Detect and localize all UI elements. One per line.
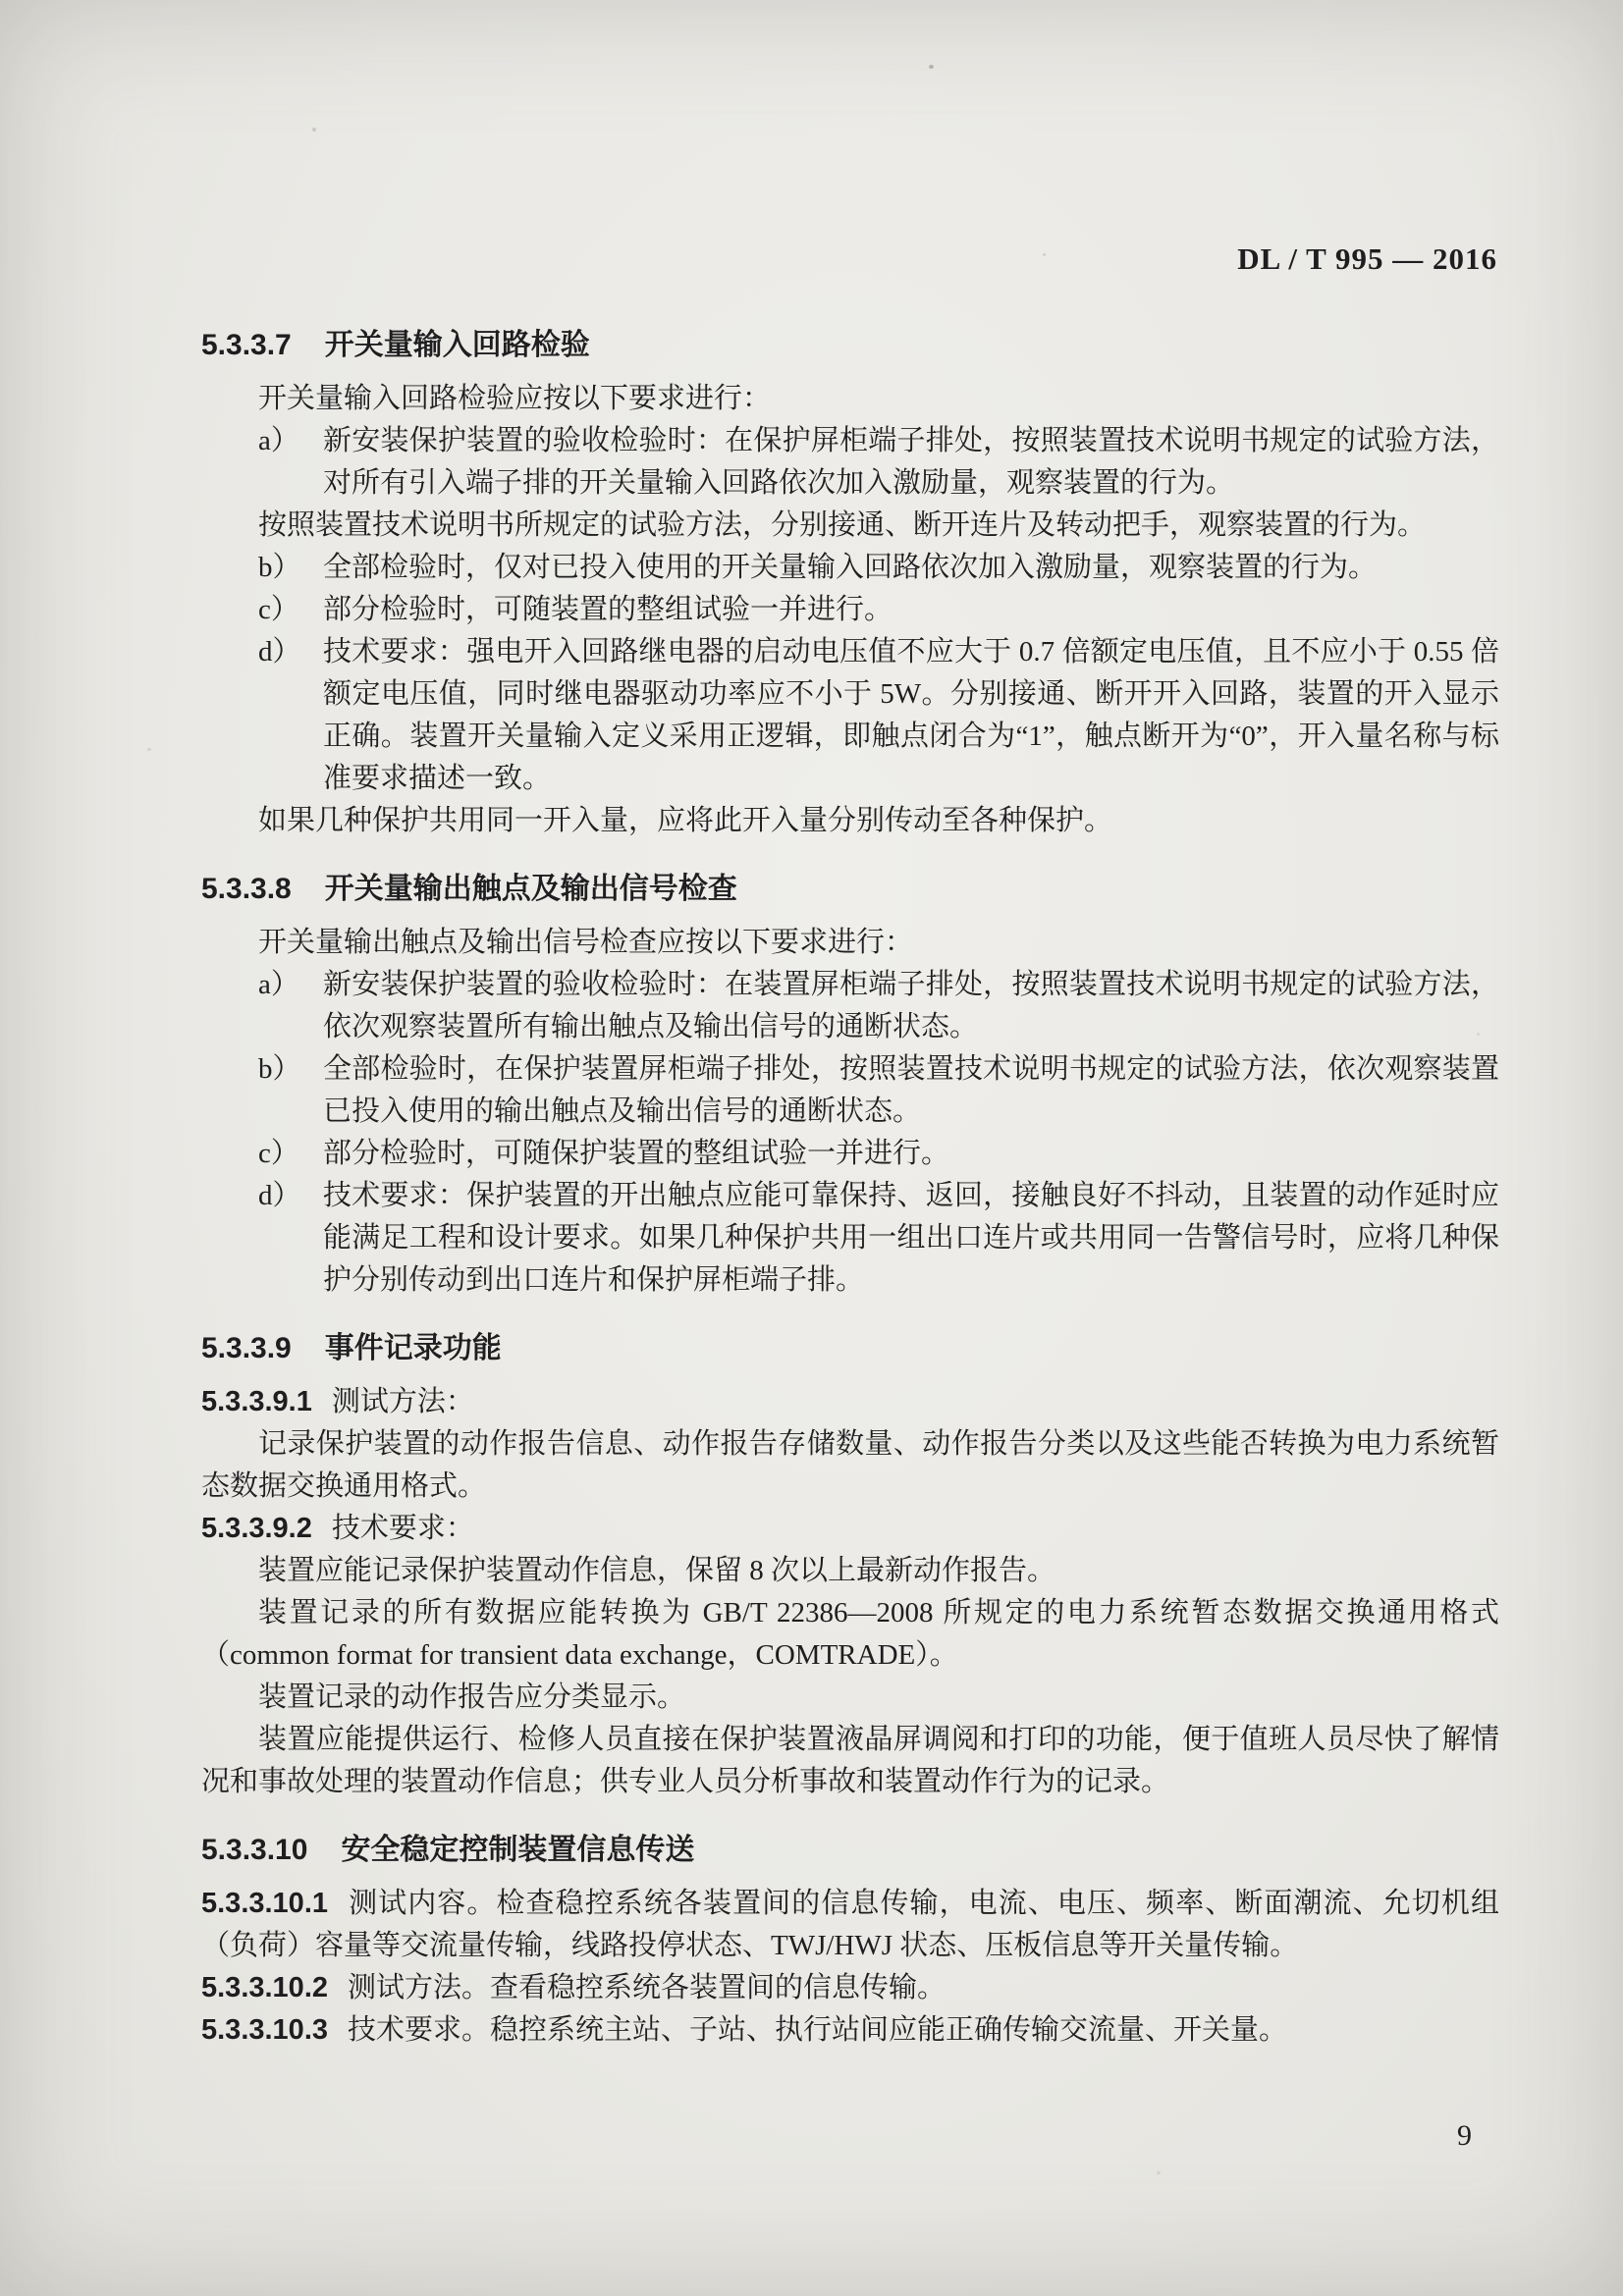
clause-paragraph xyxy=(201,2009,1499,2052)
paragraph: 按照装置技术说明书所规定的试验方法，分别接通、断开连片及转动把手，观察装置的行为。 xyxy=(258,509,1427,541)
list-item-text: 部分检验时，可随保护装置的整组试验一并进行。 xyxy=(323,1138,950,1169)
scan-speck xyxy=(1043,253,1046,256)
list-item-label: c） xyxy=(258,594,299,625)
list-item xyxy=(201,1133,1499,1175)
list-item-text: 技术要求：强电开入回路继电器的启动电压值不应大于 0.7 倍额定电压值，且不应小于 0.55 倍额定电压值，同时继电器驱动功率应不小于 5W。分别接通、断开开入回路，装置的开入显示正确。装置开关量输入定义采用正逻辑，即触点闭合为“1”，触点断开为“0”，开入量名称与标准要求描述一致。 xyxy=(323,636,1499,794)
clause-number: 5.3.3.9.1 xyxy=(201,1386,312,1417)
section-title: 安全稳定控制装置信息传送 xyxy=(341,1834,695,1866)
list-item xyxy=(201,589,1499,631)
scan-speck xyxy=(312,128,316,132)
section-title: 事件记录功能 xyxy=(324,1332,502,1364)
list-item-text: 全部检验时，仅对已投入使用的开关量输入回路依次加入激励量，观察装置的行为。 xyxy=(323,552,1378,583)
paragraph: 记录保护装置的动作报告信息、动作报告存储数量、动作报告分类以及这些能否转换为电力系统暂态数据交换通用格式。 xyxy=(201,1428,1499,1502)
clause-text: 技术要求： xyxy=(331,1513,474,1544)
scan-speck xyxy=(147,748,151,751)
section-number: 5.3.3.9 xyxy=(201,1332,292,1364)
section-heading xyxy=(201,868,1499,910)
paragraph: 开关量输出触点及输出信号检查应按以下要求进行： xyxy=(258,927,914,958)
clause-text: 测试方法： xyxy=(331,1386,474,1417)
section-title: 开关量输出触点及输出信号检查 xyxy=(324,873,737,905)
list-item xyxy=(201,1048,1499,1133)
list-item-text: 技术要求：保护装置的开出触点应能可靠保持、返回，接触良好不抖动，且装置的动作延时应能满足工程和设计要求。如果几种保护共用一组出口连片或共用同一告警信号时，应将几种保护分别传动到出口连片和保护屏柜端子排。 xyxy=(323,1180,1499,1296)
section-number: 5.3.3.10 xyxy=(201,1834,308,1866)
list-item-label: b） xyxy=(258,1053,301,1085)
list-item xyxy=(201,1175,1499,1302)
paragraph: 开关量输入回路检验应按以下要求进行： xyxy=(258,383,772,414)
list-item-text: 全部检验时，在保护装置屏柜端子排处，按照装置技术说明书规定的试验方法，依次观察装置已投入使用的输出触点及输出信号的通断状态。 xyxy=(323,1053,1499,1127)
section-heading xyxy=(201,324,1499,366)
list-item-text: 新安装保护装置的验收检验时：在装置屏柜端子排处，按照装置技术说明书规定的试验方法，依次观察装置所有输出触点及输出信号的通断状态。 xyxy=(323,969,1499,1042)
list-item xyxy=(201,964,1499,1048)
list-item-label: a） xyxy=(258,969,299,1000)
document-code-header: DL / T 995 — 2016 xyxy=(1237,241,1497,276)
section-heading xyxy=(201,1829,1499,1871)
document-content xyxy=(201,324,1499,2052)
list-item xyxy=(201,420,1499,505)
list-item-label: a） xyxy=(258,425,299,456)
section-number: 5.3.3.8 xyxy=(201,873,292,905)
list-item-label: d） xyxy=(258,1180,301,1211)
paragraph: 装置应能提供运行、检修人员直接在保护装置液晶屏调阅和打印的功能，便于值班人员尽快了解情况和事故处理的装置动作信息；供专业人员分析事故和装置动作行为的记录。 xyxy=(201,1724,1499,1797)
list-item-text: 部分检验时，可随装置的整组试验一并进行。 xyxy=(323,594,893,625)
section-heading xyxy=(201,1327,1499,1369)
clause-paragraph xyxy=(201,1967,1499,2009)
scan-speck xyxy=(1157,2171,1161,2174)
clause-paragraph xyxy=(201,1883,1499,1967)
clause-number: 5.3.3.9.2 xyxy=(201,1513,312,1544)
clause-text: 技术要求。稳控系统主站、子站、执行站间应能正确传输交流量、开关量。 xyxy=(348,2014,1288,2046)
page-number: 9 xyxy=(1457,2119,1472,2152)
clause-paragraph xyxy=(201,1381,1499,1423)
paragraph: 装置应能记录保护装置动作信息，保留 8 次以上最新动作报告。 xyxy=(258,1555,1056,1586)
clause-number: 5.3.3.10.3 xyxy=(201,2014,328,2046)
paragraph: 装置记录的所有数据应能转换为 GB/T 22386—2008 所规定的电力系统暂态数据交换通用格式（common format for transient data exchange，COMTRADE）。 xyxy=(201,1597,1499,1671)
list-item xyxy=(201,547,1499,589)
clause-number: 5.3.3.10.1 xyxy=(201,1888,328,1919)
list-item-label: d） xyxy=(258,636,301,667)
scan-speck xyxy=(929,65,934,69)
list-item-label: b） xyxy=(258,552,301,583)
section-title: 开关量输入回路检验 xyxy=(324,329,590,361)
clause-text: 测试方法。查看稳控系统各装置间的信息传输。 xyxy=(348,1972,947,2003)
list-item-label: c） xyxy=(258,1138,299,1169)
list-item xyxy=(201,631,1499,800)
paragraph: 装置记录的动作报告应分类显示。 xyxy=(258,1682,686,1713)
list-item-text: 新安装保护装置的验收检验时：在保护屏柜端子排处，按照装置技术说明书规定的试验方法，对所有引入端子排的开关量输入回路依次加入激励量，观察装置的行为。 xyxy=(323,425,1499,499)
paragraph: 如果几种保护共用同一开入量，应将此开入量分别传动至各种保护。 xyxy=(258,805,1113,836)
clause-number: 5.3.3.10.2 xyxy=(201,1972,328,2003)
clause-paragraph xyxy=(201,1508,1499,1550)
clause-text: 测试内容。检查稳控系统各装置间的信息传输，电流、电压、频率、断面潮流、允切机组（负荷）容量等交流量传输，线路投停状态、TWJ/HWJ 状态、压板信息等开关量传输。 xyxy=(201,1888,1499,1961)
section-number: 5.3.3.7 xyxy=(201,329,292,361)
